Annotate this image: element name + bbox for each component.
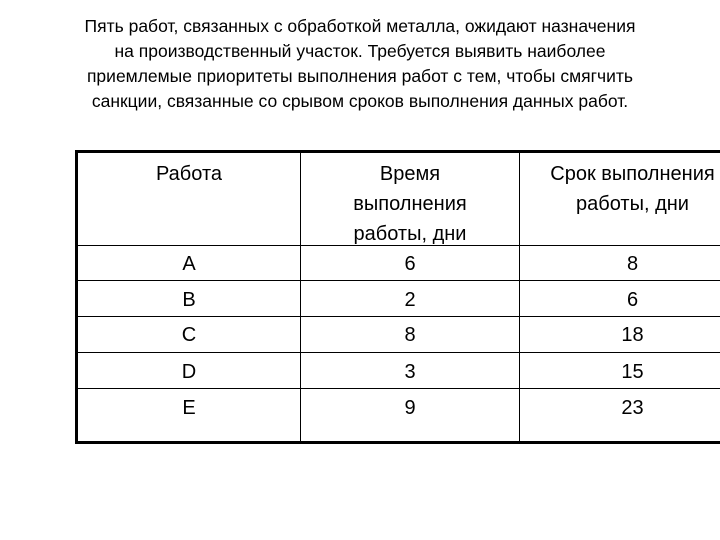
problem-line: Пять работ, связанных с обработкой металла, ожидают назначения — [84, 16, 636, 36]
cell-due-date: 18 — [621, 324, 644, 346]
row-divider — [78, 316, 720, 317]
cell-processing-time: 2 — [404, 289, 416, 311]
header-text: работы, дни — [576, 193, 689, 215]
problem-line: на производственный участок. Требуется выявить наиболее — [114, 41, 606, 61]
cell-job: C — [181, 324, 197, 346]
cell-processing-time: 3 — [404, 361, 416, 383]
row-divider — [78, 352, 720, 353]
cell-processing-time: 8 — [404, 324, 416, 346]
cell-job: A — [182, 253, 196, 275]
cell-job: B — [182, 289, 196, 311]
cell-job: D — [181, 361, 197, 383]
cell-due-date: 23 — [621, 397, 644, 419]
header-text: Срок выполнения — [550, 163, 715, 185]
header-text: работы, дни — [353, 223, 467, 245]
cell-due-date: 6 — [626, 289, 639, 311]
problem-line: санкции, связанные со срывом сроков выполнения данных работ. — [91, 91, 629, 111]
problem-line: приемлемые приоритеты выполнения работ с тем, чтобы смягчить — [86, 66, 634, 86]
cell-due-date: 15 — [621, 361, 644, 383]
row-divider — [78, 388, 720, 389]
header-text: выполнения — [353, 193, 467, 215]
header-processing-time — [301, 159, 519, 249]
cell-due-date: 8 — [626, 253, 639, 275]
cell-processing-time: 6 — [404, 253, 416, 275]
row-divider — [78, 280, 720, 281]
header-job — [78, 159, 300, 189]
header-text: Работа — [156, 163, 222, 185]
cell-processing-time: 9 — [404, 397, 416, 419]
header-text: Время — [379, 163, 441, 185]
header-due-date — [520, 159, 720, 219]
jobs-table — [75, 150, 720, 444]
cell-job: E — [182, 397, 196, 419]
problem-statement — [30, 14, 690, 114]
